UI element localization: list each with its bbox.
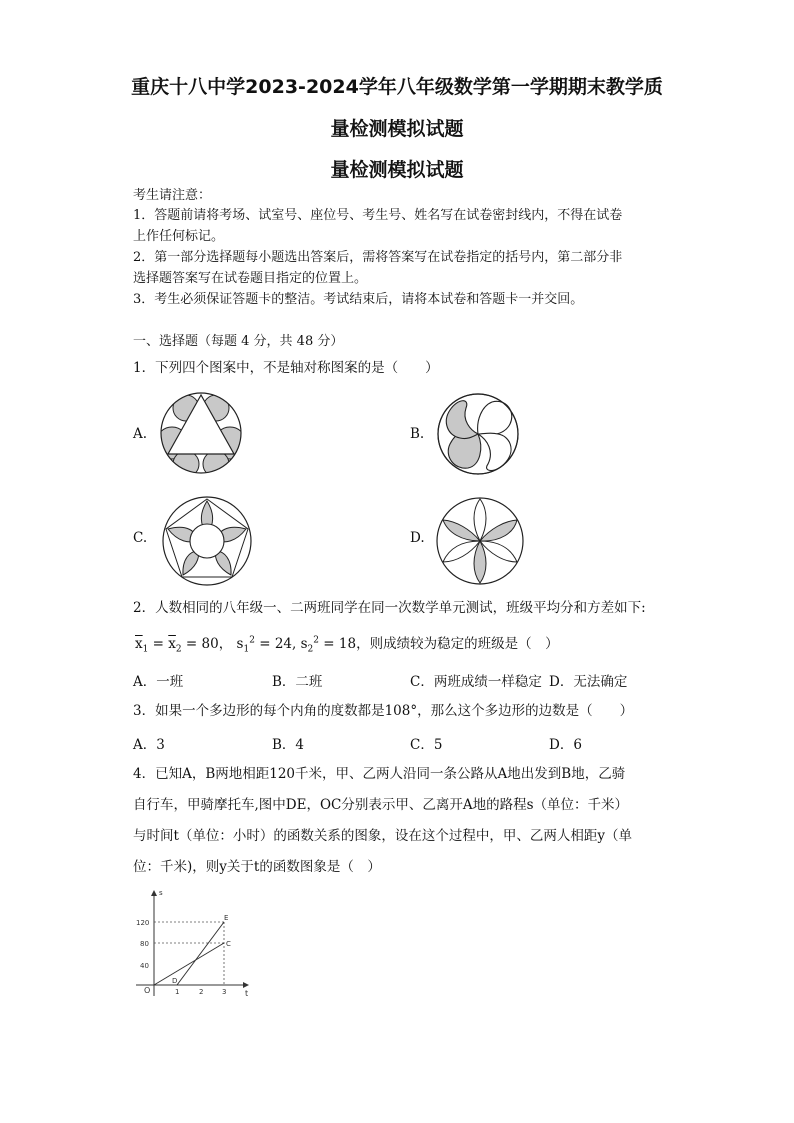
q1-figure-b <box>436 392 520 476</box>
q1-option-c-label: C. <box>133 530 148 546</box>
graph-y-tick-120: 120 <box>136 919 150 927</box>
q3-option-b: B．4 <box>272 737 305 753</box>
q1-option-b-label: B. <box>410 426 425 442</box>
question-4-line3: 与时间t（单位：小时）的函数关系的图象，设在这个过程中，甲、乙两人相距y（单 <box>133 828 633 844</box>
question-4-line4: 位：千米)，则y关于t的函数图象是（ ） <box>133 859 381 875</box>
page-title-line2: 量检测模拟试题 <box>330 118 464 140</box>
notice-item-2-cont: 选择题答案写在试卷题目指定的位置上。 <box>133 271 368 286</box>
graph-x-tick-1: 1 <box>175 988 180 996</box>
section-heading: 一、选择题（每题 4 分，共 48 分） <box>133 334 344 349</box>
graph-line-oc <box>154 943 224 985</box>
graph-point-d: D <box>172 977 178 985</box>
question-3-stem: 3．如果一个多边形的每个内角的度数都是108°，那么这个多边形的边数是（ ） <box>133 703 634 719</box>
graph-point-c: C <box>226 940 231 948</box>
graph-point-e: E <box>224 914 229 922</box>
q3-option-a: A．3 <box>133 737 165 753</box>
q2-option-a: A．一班 <box>133 674 184 690</box>
graph-y-tick-80: 80 <box>140 940 149 948</box>
graph-y-tick-40: 40 <box>140 962 149 970</box>
q1-figure-a <box>158 390 244 476</box>
graph-x-label: t <box>245 989 249 998</box>
q1-option-d-label: D. <box>410 530 425 546</box>
q3-option-c: C．5 <box>410 737 443 753</box>
question-1-stem: 1．下列四个图案中，不是轴对称图案的是（ ） <box>133 360 439 376</box>
graph-x-tick-3: 3 <box>222 988 227 996</box>
q2-option-d: D．无法确定 <box>549 674 628 690</box>
graph-x-arrow <box>243 982 249 988</box>
graph-y-arrow <box>151 890 157 896</box>
q2-option-b: B．二班 <box>272 674 323 690</box>
q3-option-d: D．6 <box>549 737 582 753</box>
notice-item-3: 3．考生必须保证答题卡的整洁。考试结束后，请将本试卷和答题卡一并交回。 <box>133 292 584 307</box>
q1-figure-d <box>434 496 526 586</box>
q1-option-a-label: A. <box>133 426 148 442</box>
page-title-line3: 量检测模拟试题 <box>330 159 464 181</box>
q1-figure-c <box>160 496 254 586</box>
graph-origin-label: O <box>144 986 151 995</box>
question-4-line2: 自行车，甲骑摩托车,图中DE，OC分别表示甲、乙离开A地的路程s（单位：千米） <box>133 797 629 813</box>
notice-item-1-cont: 上作任何标记。 <box>133 229 225 244</box>
graph-y-label: s <box>159 889 163 897</box>
page-title: 重庆十八中学2023-2024学年八年级数学第一学期期末教学质 <box>131 76 663 98</box>
graph-line-de <box>177 922 224 985</box>
graph-x-tick-2: 2 <box>199 988 204 996</box>
notice-heading: 考生请注意： <box>133 188 212 203</box>
question-4-line1: 4．已知A，B两地相距120千米，甲、乙两人沿同一条公路从A地出发到B地，乙骑 <box>133 766 626 782</box>
q2-option-c: C．两班成绩一样稳定 <box>410 674 542 690</box>
question-2-stem: 2．人数相同的八年级一、二两班同学在同一次数学单元测试，班级平均分和方差如下: <box>133 600 646 616</box>
notice-item-2: 2．第一部分选择题每小题选出答案后，需将答案写在试卷指定的括号内，第二部分非 <box>133 250 623 265</box>
q2-formula: $\overline{x}_1 = \overline{x}_2 = 80$， $s_1^2 = 24$, $s_2^2 = 18$，则成绩较为稳定的班级是（ ） <box>135 635 559 655</box>
notice-item-1: 1．答题前请将考场、试室号、座位号、考生号、姓名写在试卷密封线内，不得在试卷 <box>133 208 623 223</box>
q4-graph <box>128 884 258 1002</box>
